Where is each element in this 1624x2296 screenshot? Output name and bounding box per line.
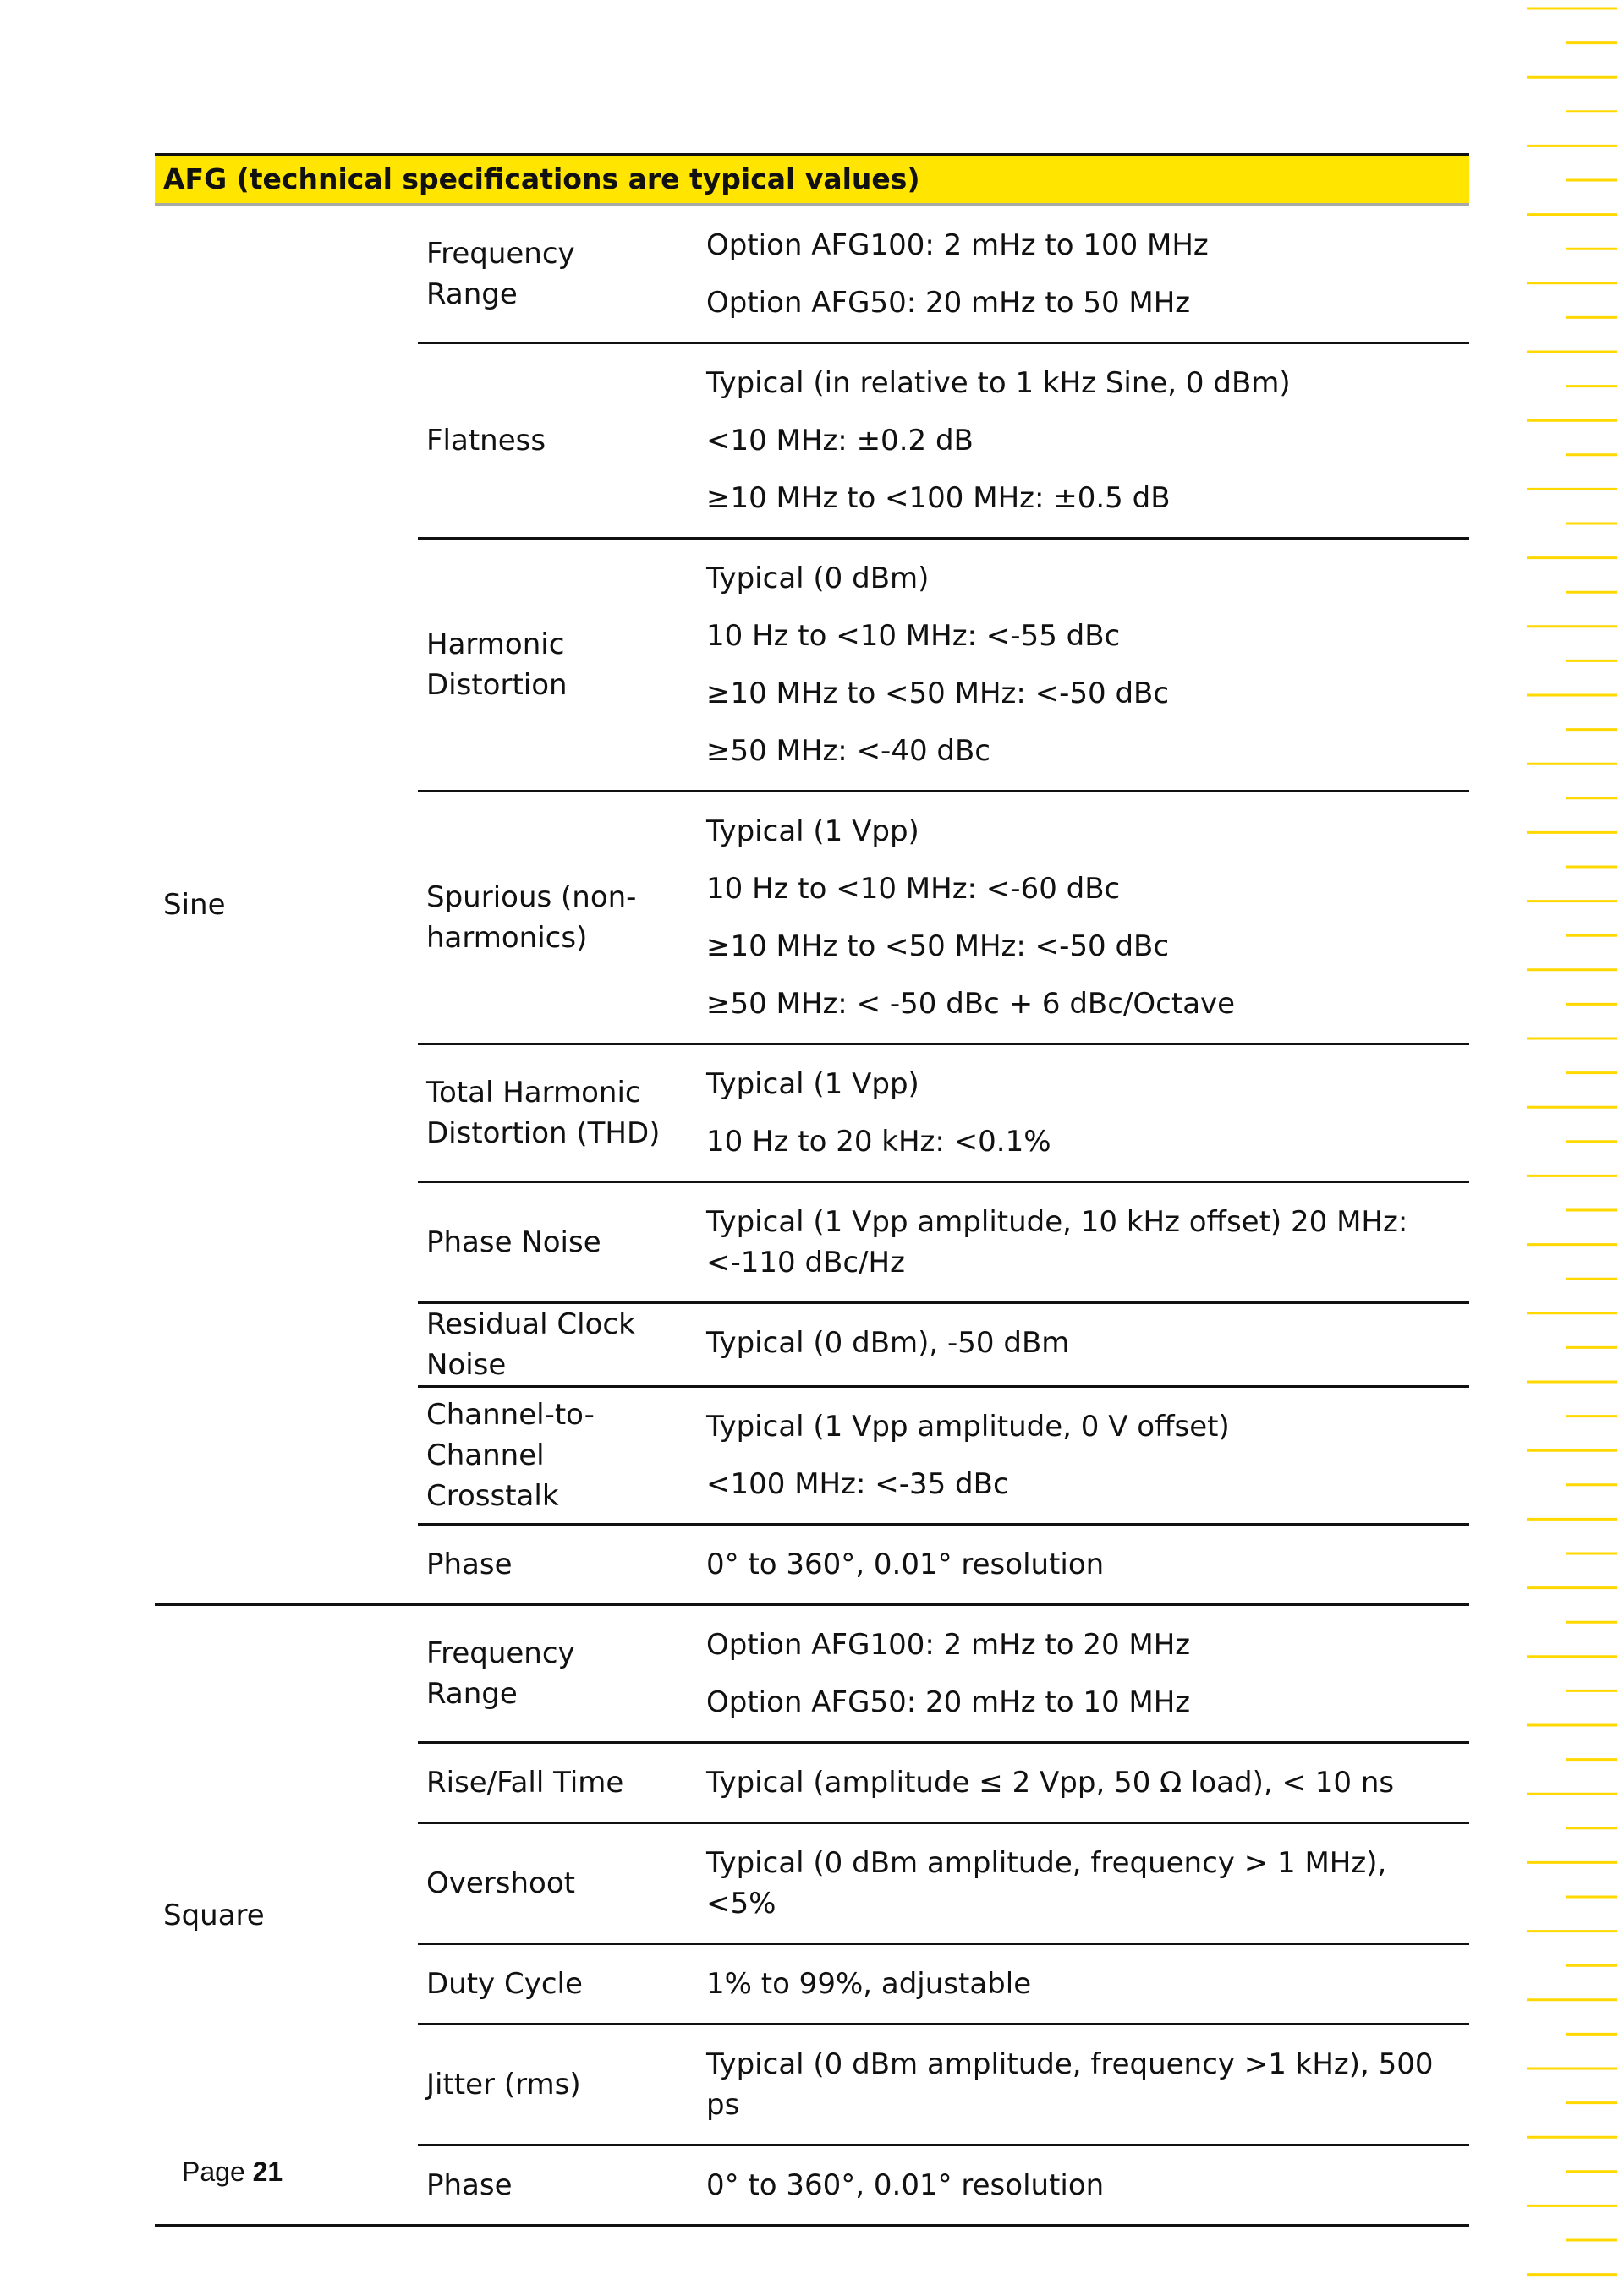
parameter-values — [681, 2145, 1469, 2226]
value-line: Typical (0 dBm amplitude, frequency > 1 MHz), <5% — [706, 1846, 1387, 1921]
value-line: Option AFG100: 2 mHz to 20 MHz — [706, 1628, 1191, 1662]
page-number: 21 — [252, 2156, 283, 2187]
parameter-values — [681, 1303, 1469, 1387]
value-line: 10 Hz to <10 MHz: <-60 dBc — [706, 872, 1121, 906]
value-line: <10 MHz: ±0.2 dB — [706, 424, 974, 458]
parameter-name: Total Harmonic Distortion (THD) — [418, 1044, 681, 1182]
value-line: Option AFG100: 2 mHz to 100 MHz — [706, 228, 1209, 262]
spec-table — [155, 153, 1469, 2227]
parameter-values — [681, 205, 1469, 343]
page-footer — [182, 2156, 283, 2188]
page-label: Page — [182, 2156, 245, 2187]
parameter-name: Phase Noise — [418, 1182, 681, 1303]
parameter-name: Overshoot — [418, 1823, 681, 1944]
parameter-values — [681, 1743, 1469, 1823]
parameter-values — [681, 1044, 1469, 1182]
value-line: Typical (1 Vpp) — [706, 1067, 919, 1101]
parameter-name: Channel-to-Channel Crosstalk — [418, 1387, 681, 1525]
parameter-name: Duty Cycle — [418, 1944, 681, 2025]
value-line: Typical (1 Vpp) — [706, 814, 919, 848]
parameter-name: Jitter (rms) — [418, 2025, 681, 2145]
value-line: 0° to 360°, 0.01° resolution — [706, 2168, 1105, 2202]
value-line: ≥10 MHz to <50 MHz: <-50 dBc — [706, 929, 1170, 963]
value-line: 10 Hz to <10 MHz: <-55 dBc — [706, 619, 1121, 653]
table-body — [155, 205, 1469, 2226]
parameter-name: Frequency Range — [418, 1605, 681, 1743]
table-row — [155, 205, 1469, 343]
parameter-values — [681, 539, 1469, 792]
value-line: <100 MHz: <-35 dBc — [706, 1467, 1009, 1501]
table-row — [155, 1605, 1469, 1743]
parameter-values — [681, 1525, 1469, 1605]
value-line: Option AFG50: 20 mHz to 10 MHz — [706, 1685, 1191, 1719]
value-line: 10 Hz to 20 kHz: <0.1% — [706, 1125, 1051, 1159]
parameter-values — [681, 792, 1469, 1044]
value-line: Typical (amplitude ≤ 2 Vpp, 50 Ω load), < 10 ns — [706, 1766, 1395, 1800]
group-label: Square — [155, 1605, 418, 2226]
value-line: ≥10 MHz to <50 MHz: <-50 dBc — [706, 677, 1170, 710]
parameter-name: Frequency Range — [418, 205, 681, 343]
parameter-values — [681, 1944, 1469, 2025]
parameter-values — [681, 1182, 1469, 1303]
value-line: Typical (1 Vpp amplitude, 10 kHz offset) 20 MHz: <-110 dBc/Hz — [706, 1205, 1408, 1280]
value-line: ≥10 MHz to <100 MHz: ±0.5 dB — [706, 481, 1171, 515]
table-header: AFG (technical specifications are typical values) — [155, 155, 1469, 205]
parameter-name: Flatness — [418, 343, 681, 539]
parameter-values — [681, 2025, 1469, 2145]
value-line: Typical (0 dBm) — [706, 562, 930, 595]
parameter-name: Spurious (non-harmonics) — [418, 792, 681, 1044]
value-line: Typical (1 Vpp amplitude, 0 V offset) — [706, 1410, 1230, 1444]
value-line: Typical (in relative to 1 kHz Sine, 0 dBm) — [706, 366, 1291, 400]
parameter-values — [681, 1823, 1469, 1944]
group-label: Sine — [155, 205, 418, 1605]
parameter-name: Phase — [418, 1525, 681, 1605]
parameter-values — [681, 343, 1469, 539]
parameter-name: Residual Clock Noise — [418, 1303, 681, 1387]
value-line: ≥50 MHz: <-40 dBc — [706, 734, 990, 768]
parameter-name: Harmonic Distortion — [418, 539, 681, 792]
value-line: 0° to 360°, 0.01° resolution — [706, 1548, 1105, 1581]
value-line: ≥50 MHz: < -50 dBc + 6 dBc/Octave — [706, 987, 1236, 1021]
value-line: Option AFG50: 20 mHz to 50 MHz — [706, 286, 1191, 320]
decorative-edge-stripes — [1522, 0, 1624, 2296]
value-line: 1% to 99%, adjustable — [706, 1967, 1032, 2001]
parameter-values — [681, 1387, 1469, 1525]
parameter-name: Phase — [418, 2145, 681, 2226]
parameter-name: Rise/Fall Time — [418, 1743, 681, 1823]
parameter-values — [681, 1605, 1469, 1743]
value-line: Typical (0 dBm), -50 dBm — [706, 1326, 1070, 1360]
value-line: Typical (0 dBm amplitude, frequency >1 kHz), 500 ps — [706, 2047, 1434, 2122]
